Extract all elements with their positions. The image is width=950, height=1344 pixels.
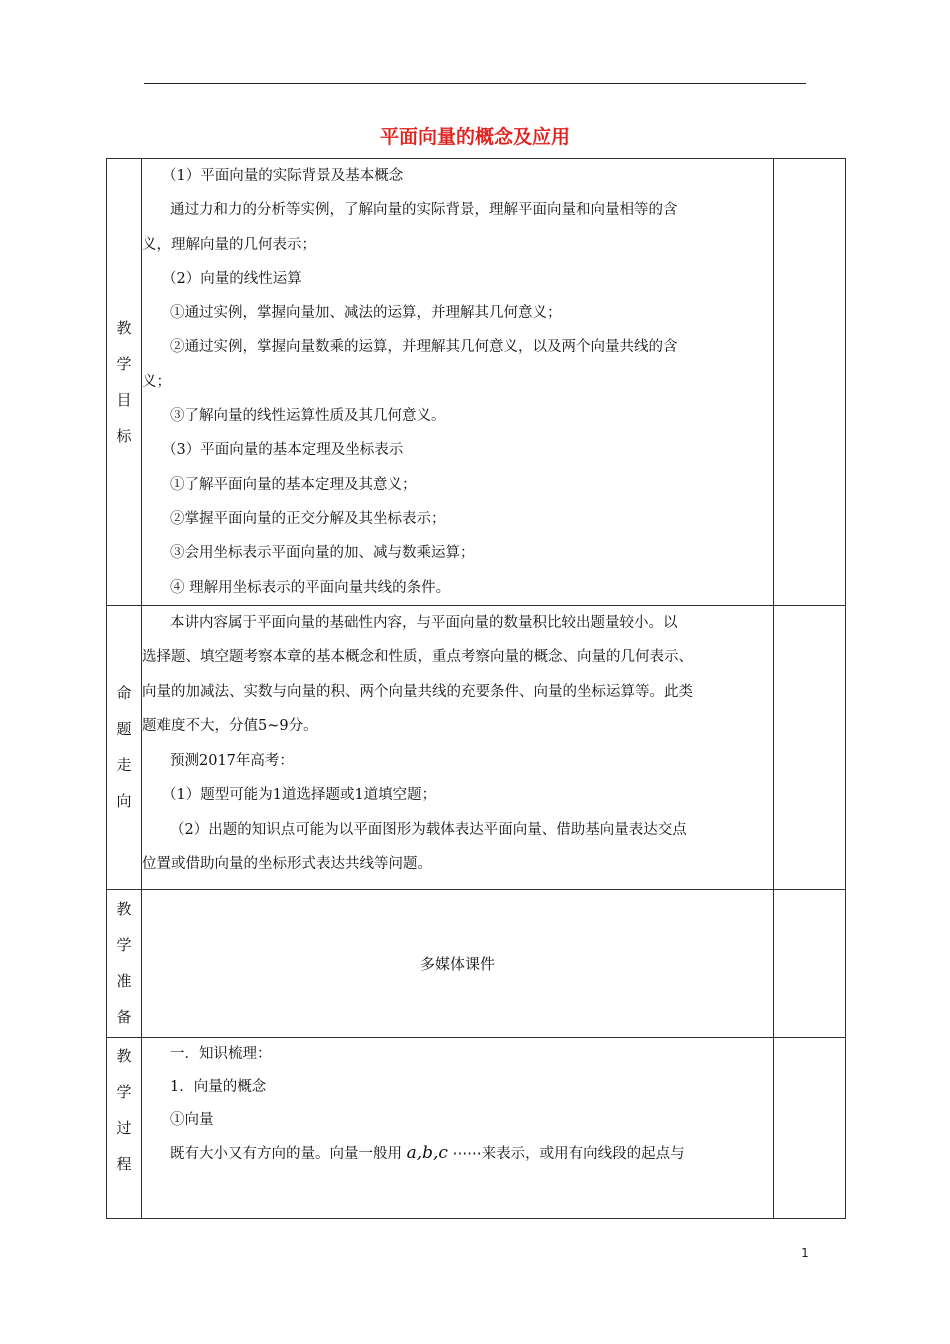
- text-line: （1）题型可能为1道选择题或1道填空题；: [162, 787, 437, 804]
- row-teaching-prep: [107, 889, 846, 1037]
- exam-trend-content: [142, 605, 774, 889]
- remarks-cell: [774, 159, 846, 606]
- text-line: 预测2017年高考：: [170, 752, 294, 769]
- text-line: （3）平面向量的基本定理及坐标表示: [162, 442, 404, 459]
- row-label-teaching-process: 教 学 过 程: [107, 1037, 142, 1218]
- text-line: 题难度不大，分值5~9分。: [142, 718, 318, 735]
- row-label-exam-trend: 命 题 走 向: [107, 605, 142, 889]
- text-line: 通过力和力的分析等实例，了解向量的实际背景，理解平面向量和向量相等的含: [170, 202, 678, 219]
- text-line: 既有大小又有方向的量。向量一般用 a,b,c ⋯⋯来表示，或用有向线段的起点与: [170, 1142, 685, 1163]
- text-line: （2）向量的线性运算: [162, 270, 302, 287]
- row-teaching-process: [107, 1037, 846, 1218]
- remarks-cell: [774, 605, 846, 889]
- remarks-cell: [774, 889, 846, 1037]
- text-line: 一．知识梳理：: [170, 1045, 272, 1062]
- page-title: 平面向量的概念及应用: [379, 126, 570, 148]
- text-line: 本讲内容属于平面向量的基础性内容，与平面向量的数量积比较出题量较小。以: [170, 614, 678, 631]
- lesson-table: [106, 158, 846, 1219]
- vector-symbols: a,b,c: [406, 1142, 448, 1163]
- text-line: ①了解平面向量的基本定理及其意义；: [170, 476, 417, 493]
- text-line: ①通过实例，掌握向量加、减法的运算，并理解其几何意义；: [170, 305, 562, 322]
- text-line: 向量的加减法、实数与向量的积、两个向量共线的充要条件、向量的坐标运算等。此类: [142, 683, 693, 700]
- text-line: ②通过实例，掌握向量数乘的运算，并理解其几何意义，以及两个向量共线的含: [170, 339, 678, 356]
- text-line: 义；: [142, 373, 171, 390]
- text-line: 1．向量的概念: [170, 1078, 267, 1095]
- teaching-process-content: [142, 1037, 774, 1218]
- text-line: ③会用坐标表示平面向量的加、减与数乘运算；: [170, 545, 475, 562]
- row-label-teaching-prep: 教 学 准 备: [107, 889, 142, 1037]
- text-line: （2）出题的知识点可能为以平面图形为载体表达平面向量、借助基向量表达交点: [170, 821, 687, 838]
- teaching-prep-content: [142, 889, 774, 1037]
- prep-text: 多媒体课件: [419, 954, 495, 973]
- text-line: 位置或借助向量的坐标形式表达共线等问题。: [142, 856, 432, 873]
- row-exam-trend: [107, 605, 846, 889]
- page-number: 1: [801, 1246, 809, 1260]
- text-line: ①向量: [170, 1111, 214, 1128]
- text-line: 义，理解向量的几何表示；: [142, 236, 316, 253]
- text-line: （1）平面向量的实际背景及基本概念: [162, 168, 404, 184]
- header-rule: [144, 83, 806, 84]
- row-teaching-goals: [107, 159, 846, 606]
- text-line: 选择题、填空题考察本章的基本概念和性质，重点考察向量的概念、向量的几何表示、: [142, 649, 693, 666]
- teaching-goals-content: [142, 159, 774, 606]
- text-line: ②掌握平面向量的正交分解及其坐标表示；: [170, 510, 446, 527]
- row-label-teaching-goals: 教 学 目 标: [107, 159, 142, 606]
- text-line: ③了解向量的线性运算性质及其几何意义。: [170, 408, 446, 425]
- remarks-cell: [774, 1037, 846, 1218]
- text-line: ④ 理解用坐标表示的平面向量共线的条件。: [170, 579, 451, 596]
